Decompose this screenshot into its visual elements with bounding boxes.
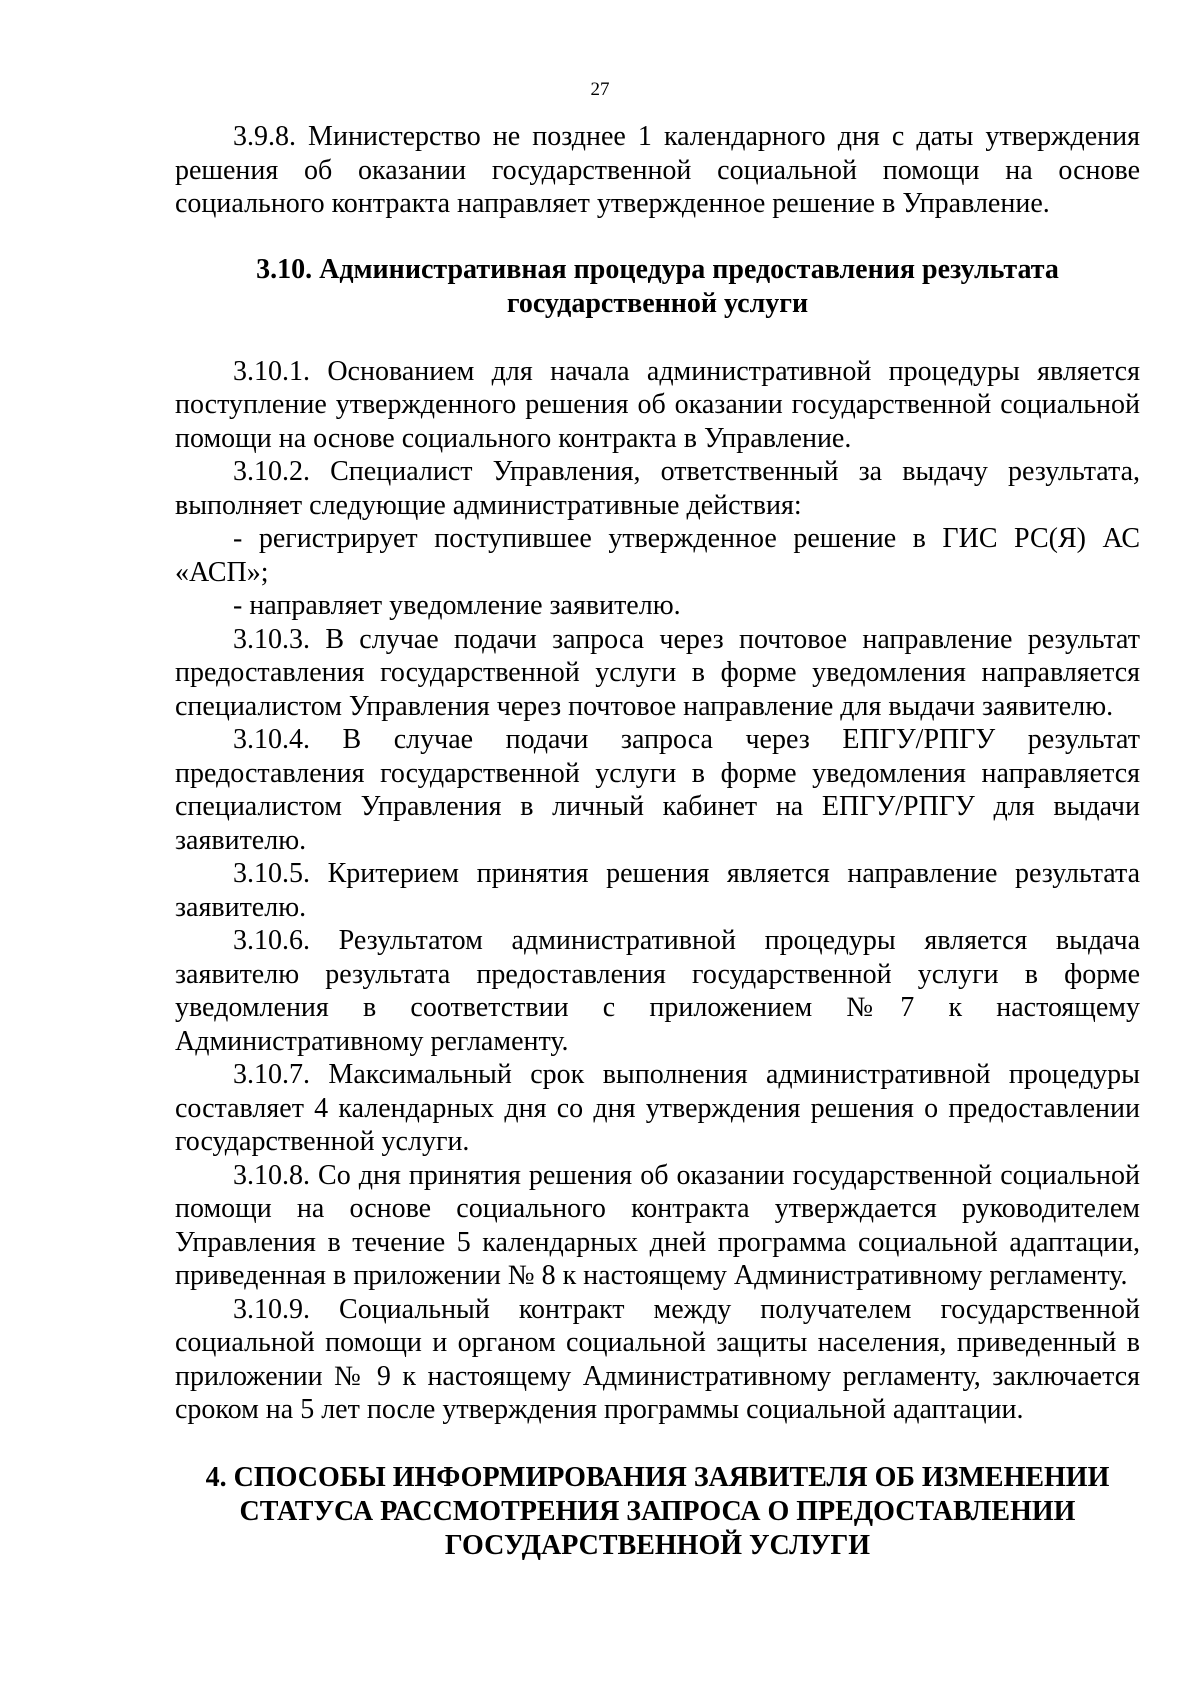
list-item-send-notification: - направляет уведомление заявителю. — [233, 590, 681, 621]
paragraph-3-10-3: 3.10.3. В случае подачи запроса через почтовое направление результат предоставления государственной услуги в форме уведомления направляется специалистом Управления через почтовое направление для выдачи заявителю. — [175, 623, 1140, 722]
paragraph-3-9-8: 3.9.8. Министерство не позднее 1 календарного дня с даты утверждения решения об оказании государственной социальной помощи на основе социального контракта направляет утвержденное решение в Управление. — [175, 121, 1140, 219]
paragraph-3-10-6: 3.10.6. Результатом административной процедуры является выдача заявителю результата предоставления государственной услуги в форме уведомления в соответствии с приложением №7 к настоящему Административному регламенту. — [175, 925, 1140, 1057]
paragraph-3-10-5: 3.10.5. Критерием принятия решения является направление результата заявителю. — [175, 858, 1140, 923]
paragraph-3-10-8: 3.10.8. Со дня принятия решения об оказании государственной социальной помощи на основе социального контракта утверждается руководителем Управления в течение 5 календарных дней программа социальной адаптации, приведенная в приложении № 8 к настоящему Административному регламенту. — [175, 1159, 1140, 1291]
paragraph-3-10-2: 3.10.2. Специалист Управления, ответственный за выдачу результата, выполняет следующие административные действия: — [175, 456, 1140, 521]
section-heading-3-10-line-1: 3.10. Административная процедура предоставления результата — [256, 253, 1059, 285]
page-number: 27 — [590, 79, 610, 100]
list-item-register-decision: - регистрирует поступившее утвержденное решение в ГИС РС(Я) АС «АСП»; — [175, 523, 1140, 588]
paragraph-3-10-9: 3.10.9. Социальный контракт между получателем государственной социальной помощи и органом социальной защиты населения, приведенный в приложении № 9 к настоящему Административному регламенту, заключается сроком на 5 лет после утверждения программы социальной адаптации. — [175, 1293, 1140, 1425]
chapter-heading-4-line-2: СТАТУСА РАССМОТРЕНИЯ ЗАПРОСА О ПРЕДОСТАВЛЕНИИ — [239, 1495, 1076, 1527]
paragraph-3-10-7: 3.10.7. Максимальный срок выполнения административной процедуры составляет 4 календарных дня со дня утверждения решения о предоставлении государственной услуги. — [175, 1059, 1140, 1157]
chapter-heading-4 — [175, 1461, 1140, 1563]
chapter-heading-4-line-3: ГОСУДАРСТВЕННОЙ УСЛУГИ — [444, 1529, 871, 1561]
section-heading-3-10-line-2: государственной услуги — [506, 287, 809, 319]
paragraph-3-10-1: 3.10.1. Основанием для начала административной процедуры является поступление утвержденного решения об оказании государственной социальной помощи на основе социального контракта в Управление. — [175, 355, 1140, 454]
chapter-heading-4-line-1: 4. СПОСОБЫ ИНФОРМИРОВАНИЯ ЗАЯВИТЕЛЯ ОБ ИЗМЕНЕНИИ — [205, 1461, 1110, 1493]
paragraph-3-10-4: 3.10.4. В случае подачи запроса через ЕПГУ/РПГУ результат предоставления государственной услуги в форме уведомления направляется специалистом Управления в личный кабинет на ЕПГУ/РПГУ для выдачи заявителю. — [175, 724, 1140, 856]
document-body — [175, 120, 1140, 1563]
section-heading-3-10 — [175, 253, 1140, 321]
